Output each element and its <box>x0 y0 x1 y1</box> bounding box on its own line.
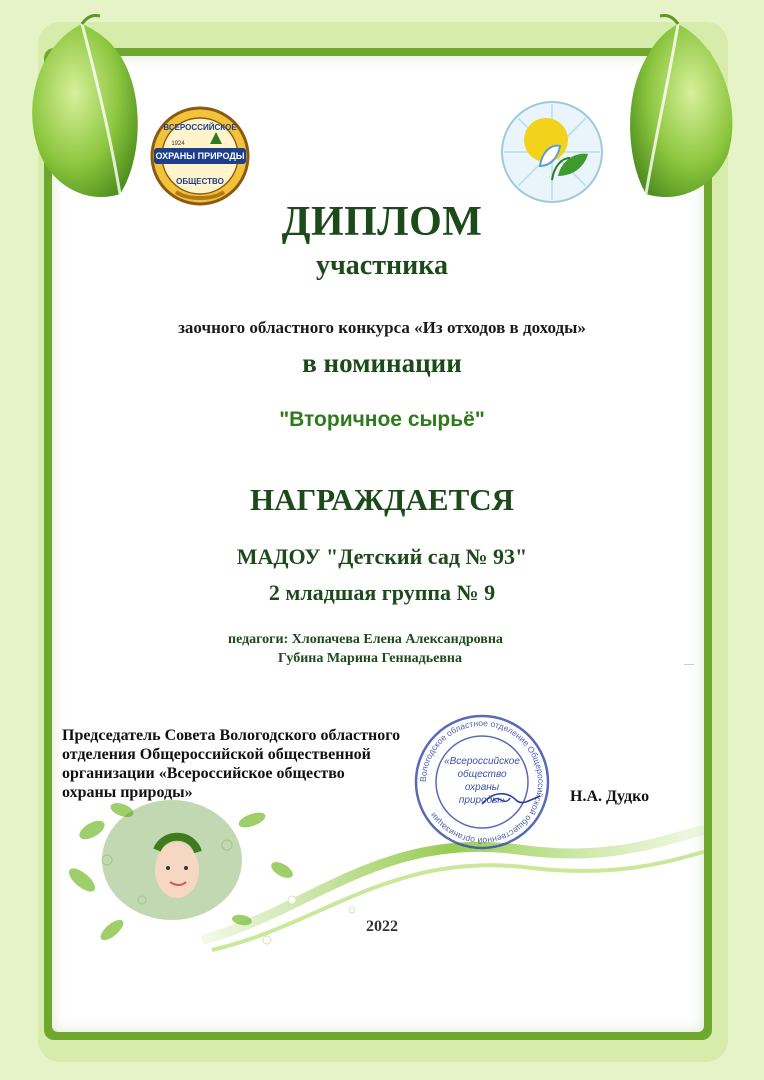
official-stamp <box>412 712 552 852</box>
svg-text:природы»: природы» <box>458 795 506 806</box>
svg-text:ОХРАНЫ ПРИРОДЫ: ОХРАНЫ ПРИРОДЫ <box>155 151 245 161</box>
svg-text:1924: 1924 <box>171 141 185 147</box>
leaf-right-icon <box>618 14 748 204</box>
signer-name: Н.А. Дудко <box>570 788 650 805</box>
chairman-line-3: организации «Всероссийское общество <box>62 765 345 782</box>
nature-girl-illustration <box>52 790 704 970</box>
teachers-block <box>228 630 503 668</box>
svg-text:общество: общество <box>457 769 507 780</box>
leaf-left-icon <box>20 14 150 204</box>
svg-text:ОБЩЕСТВО: ОБЩЕСТВО <box>176 177 224 186</box>
teachers-line-1: педагоги: Хлопачева Елена Александровна <box>228 632 503 647</box>
svg-text:ВСЕРОССИЙСКОЕ: ВСЕРОССИЙСКОЕ <box>163 123 237 132</box>
awarded-heading: НАГРАЖДАЕТСЯ <box>249 482 515 517</box>
diploma-subtitle: участника <box>316 250 448 281</box>
tiny-mark <box>684 664 694 665</box>
teachers-line-2: Губина Марина Геннадьевна <box>278 651 462 666</box>
nomination-heading: в номинации <box>302 348 462 378</box>
awardee-organization: МАДОУ "Детский сад № 93" <box>236 544 528 569</box>
nomination-name: "Вторичное сырьё" <box>279 408 485 431</box>
chairman-line-2: отделения Общероссийской общественной <box>62 746 371 763</box>
chairman-line-4: охраны природы» <box>62 784 193 801</box>
awardee-group: 2 младшая группа № 9 <box>268 580 496 605</box>
diploma-title: ДИПЛОМ <box>281 199 483 245</box>
society-emblem-logo <box>148 104 252 208</box>
diploma-year: 2022 <box>366 918 398 935</box>
svg-text:Вологодское областное отделени: Вологодское областное отделение Общероссийской общественной организации <box>417 717 547 847</box>
chairman-line-1: Председатель Совета Вологодского областного <box>62 727 401 744</box>
svg-text:охраны: охраны <box>464 782 500 793</box>
chairman-title <box>62 726 452 802</box>
contest-name: заочного областного конкурса «Из отходов в доходы» <box>178 318 586 337</box>
sun-leaf-emblem-logo <box>500 96 604 208</box>
svg-text:«Всероссийское: «Всероссийское <box>444 756 520 767</box>
